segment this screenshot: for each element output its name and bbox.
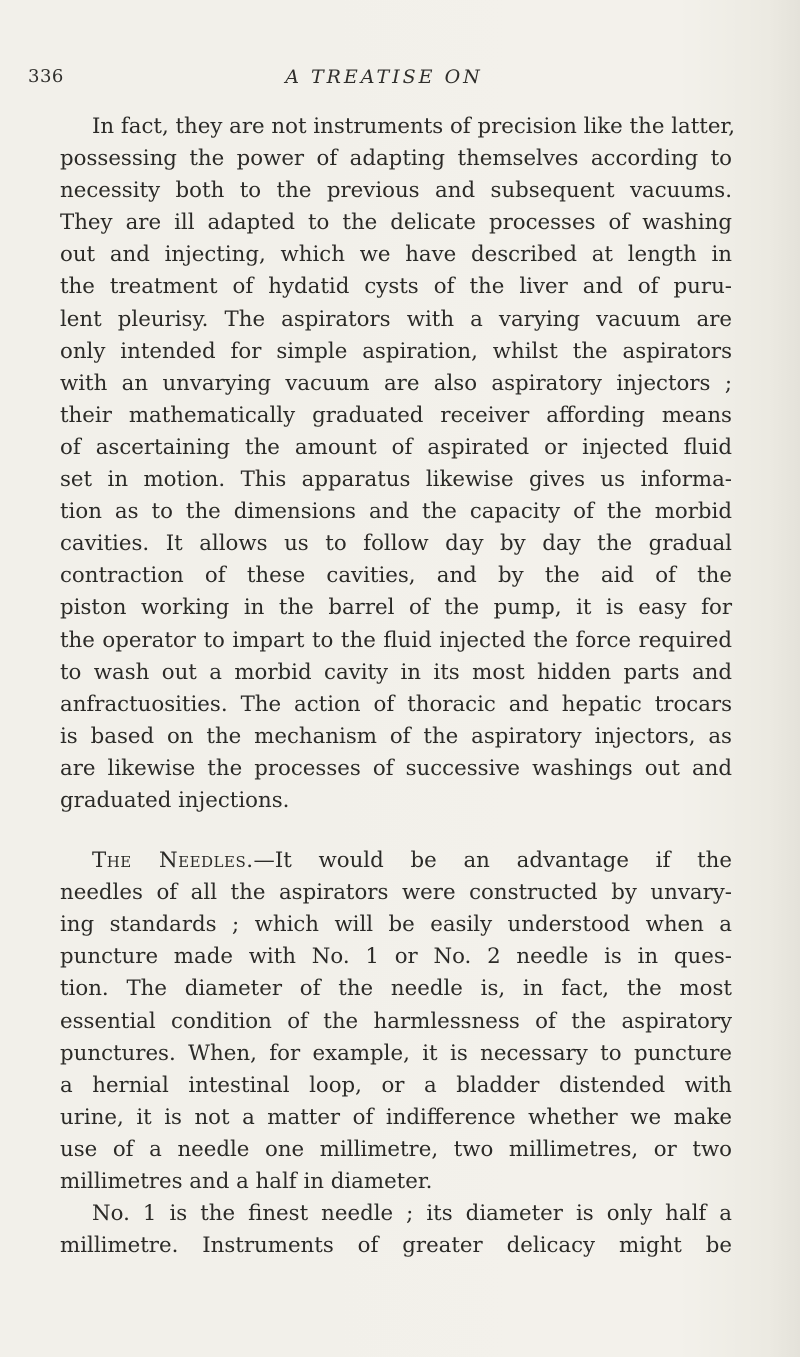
text-line: set in motion. This apparatus likewise gives us informa-: [60, 467, 732, 493]
paragraph-1: [60, 111, 736, 817]
text-line: their mathematically graduated receiver affording means: [60, 402, 732, 428]
text-line: graduated injections.: [60, 787, 290, 813]
text-line: is based on the mechanism of the aspiratory injectors, as: [60, 723, 732, 749]
text-line: millimetres and a half in diameter.: [60, 1169, 433, 1194]
text-line: are likewise the processes of successive washings out and: [60, 755, 732, 781]
text-line: No. 1 is the finest needle ; its diameter is only half a: [92, 1201, 732, 1227]
text-line: urine, it is not a matter of indifference whether we make: [60, 1104, 732, 1130]
text-line: needles of all the aspirators were constructed by unvary-: [60, 880, 732, 906]
text-line: use of a needle one millimetre, two millimetres, or two: [60, 1136, 732, 1162]
text-line: piston working in the barrel of the pump, it is easy for: [60, 595, 732, 621]
text-line: the treatment of hydatid cysts of the liver and of puru-: [60, 274, 732, 300]
paragraph-3: [60, 1198, 732, 1262]
text-line: lent pleurisy. The aspirators with a varying vacuum are: [60, 306, 732, 332]
text-line: In fact, they are not instruments of precision like the latter,: [92, 114, 736, 139]
text-line: only intended for simple aspiration, whilst the aspirators: [60, 338, 732, 364]
body-text: [60, 111, 736, 1262]
text-line: out and injecting, which we have described at length in: [60, 242, 732, 268]
running-title: A TREATISE ON: [285, 66, 483, 88]
text-line: contraction of these cavities, and by the aid of the: [60, 563, 732, 589]
text-line: anfractuosities. The action of thoracic and hepatic trocars: [60, 691, 732, 717]
paragraph-gap: [60, 817, 732, 845]
paragraph-2: [60, 845, 732, 1198]
text-line: tion. The diameter of the needle is, in fact, the most: [60, 976, 732, 1002]
page-number: 336: [28, 66, 64, 87]
text-line: They are ill adapted to the delicate processes of washing: [60, 210, 732, 236]
text-line: necessity both to the previous and subsequent vacuums.: [60, 178, 732, 204]
text-line: of ascertaining the amount of aspirated or injected fluid: [60, 434, 732, 460]
text-line: to wash out a morbid cavity in its most hidden parts and: [60, 659, 732, 685]
text-line: essential condition of the harmlessness of the aspiratory: [60, 1008, 732, 1034]
page-header: [28, 66, 740, 96]
text-line: tion as to the dimensions and the capacity of the morbid: [60, 499, 732, 525]
text-line: punctures. When, for example, it is necessary to puncture: [60, 1040, 732, 1066]
text-line: [60, 845, 732, 877]
text-line: cavities. It allows us to follow day by day the gradual: [60, 531, 732, 557]
text-line: a hernial intestinal loop, or a bladder distended with: [60, 1072, 732, 1098]
text-line: possessing the power of adapting themselves according to: [60, 146, 732, 172]
section-heading: The Needles.: [92, 848, 254, 874]
heading-line-rest: —It would be an advantage if the: [253, 848, 732, 874]
text-line: the operator to impart to the fluid injected the force required: [60, 627, 732, 653]
text-line: with an unvarying vacuum are also aspiratory injectors ;: [60, 370, 732, 396]
text-line: millimetre. Instruments of greater delicacy might be: [60, 1233, 732, 1259]
text-line: puncture made with No. 1 or No. 2 needle is in ques-: [60, 944, 732, 970]
text-line: ing standards ; which will be easily understood when a: [60, 912, 732, 938]
